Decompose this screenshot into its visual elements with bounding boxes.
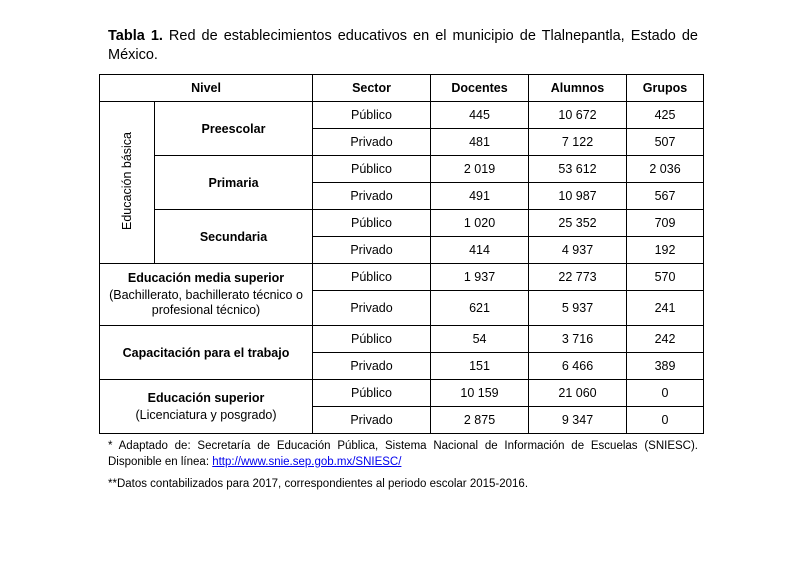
- cell-docentes: 621: [431, 291, 529, 326]
- cell-grupos: 242: [627, 326, 704, 353]
- cell-docentes: 1 937: [431, 264, 529, 291]
- group-superior: [100, 380, 313, 434]
- group-media-superior: [100, 264, 313, 326]
- header-row: [100, 75, 704, 102]
- cell-docentes: 414: [431, 237, 529, 264]
- header-nivel: Nivel: [100, 75, 313, 102]
- group-superior-label: Educación superior: [147, 390, 265, 405]
- cell-sector: Público: [313, 326, 431, 353]
- cell-grupos: 241: [627, 291, 704, 326]
- cell-docentes: 1 020: [431, 210, 529, 237]
- cell-docentes: 481: [431, 129, 529, 156]
- cell-grupos: 0: [627, 407, 704, 434]
- cell-grupos: 389: [627, 353, 704, 380]
- cell-grupos: 567: [627, 183, 704, 210]
- cell-docentes: 54: [431, 326, 529, 353]
- cell-grupos: 0: [627, 380, 704, 407]
- group-media-superior-note: (Bachillerato, bachillerato técnico o profesional técnico): [109, 288, 303, 317]
- data-table: [99, 74, 704, 434]
- header-docentes: Docentes: [431, 75, 529, 102]
- group-basica: [100, 102, 155, 264]
- caption-text: Red de establecimientos educativos en el municipio de Tlalnepantla, Estado de México.: [108, 28, 698, 63]
- header-sector: Sector: [313, 75, 431, 102]
- source-link[interactable]: http://www.snie.sep.gob.mx/SNIESC/: [212, 456, 402, 468]
- group-secundaria: Secundaria: [155, 210, 313, 264]
- table-row: [100, 326, 704, 353]
- cell-sector: Público: [313, 264, 431, 291]
- cell-alumnos: 22 773: [529, 264, 627, 291]
- group-basica-label: Educación básica: [120, 132, 134, 230]
- cell-sector: Público: [313, 380, 431, 407]
- group-media-superior-label: Educación media superior: [127, 271, 285, 285]
- cell-alumnos: 3 716: [529, 326, 627, 353]
- table-row: [100, 102, 704, 129]
- cell-alumnos: 10 672: [529, 102, 627, 129]
- cell-alumnos: 5 937: [529, 291, 627, 326]
- table-row: [100, 210, 704, 237]
- source-note-text: * Adaptado de: Secretaría de Educación Pública, Sistema Nacional de Información de Escuelas (SNIESC). Disponible en línea:: [108, 440, 698, 468]
- cell-docentes: 491: [431, 183, 529, 210]
- cell-sector: Privado: [313, 129, 431, 156]
- table-row: [100, 264, 704, 291]
- cell-sector: Público: [313, 210, 431, 237]
- table-caption: [108, 27, 698, 65]
- caption-label: Tabla 1.: [108, 28, 163, 44]
- header-grupos: Grupos: [627, 75, 704, 102]
- table-row: [100, 380, 704, 407]
- group-capacitacion: Capacitación para el trabajo: [100, 326, 313, 380]
- cell-sector: Privado: [313, 291, 431, 326]
- group-preescolar: Preescolar: [155, 102, 313, 156]
- cell-sector: Público: [313, 102, 431, 129]
- cell-docentes: 445: [431, 102, 529, 129]
- cell-grupos: 709: [627, 210, 704, 237]
- cell-alumnos: 6 466: [529, 353, 627, 380]
- cell-docentes: 151: [431, 353, 529, 380]
- group-superior-note: (Licenciatura y posgrado): [135, 407, 277, 422]
- cell-docentes: 10 159: [431, 380, 529, 407]
- cell-alumnos: 4 937: [529, 237, 627, 264]
- data-note: **Datos contabilizados para 2017, correspondientes al periodo escolar 2015-2016.: [108, 478, 529, 490]
- header-alumnos: Alumnos: [529, 75, 627, 102]
- table-row: [100, 156, 704, 183]
- cell-docentes: 2 019: [431, 156, 529, 183]
- cell-grupos: 570: [627, 264, 704, 291]
- cell-sector: Público: [313, 156, 431, 183]
- cell-alumnos: 21 060: [529, 380, 627, 407]
- cell-alumnos: 9 347: [529, 407, 627, 434]
- cell-alumnos: 53 612: [529, 156, 627, 183]
- cell-sector: Privado: [313, 183, 431, 210]
- cell-sector: Privado: [313, 353, 431, 380]
- group-primaria: Primaria: [155, 156, 313, 210]
- cell-grupos: 507: [627, 129, 704, 156]
- cell-grupos: 425: [627, 102, 704, 129]
- cell-alumnos: 7 122: [529, 129, 627, 156]
- cell-alumnos: 25 352: [529, 210, 627, 237]
- cell-grupos: 192: [627, 237, 704, 264]
- cell-docentes: 2 875: [431, 407, 529, 434]
- cell-sector: Privado: [313, 407, 431, 434]
- cell-sector: Privado: [313, 237, 431, 264]
- cell-grupos: 2 036: [627, 156, 704, 183]
- source-note: [108, 438, 698, 470]
- footnotes: [108, 438, 698, 492]
- cell-alumnos: 10 987: [529, 183, 627, 210]
